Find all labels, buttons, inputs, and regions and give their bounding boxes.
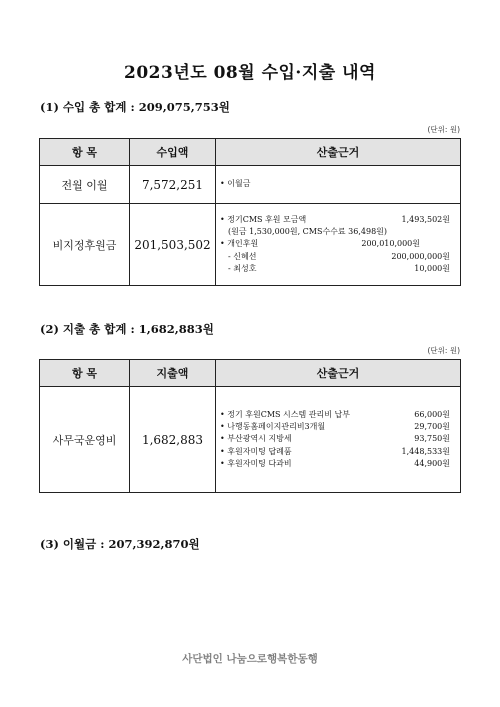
header-basis: 산출근거	[216, 360, 461, 387]
basis-line	[220, 226, 460, 238]
row-basis	[216, 166, 461, 204]
header-amount: 수입액	[130, 139, 216, 166]
basis-value: 1,493,502원	[401, 214, 450, 224]
basis-label: • 부산광역시 지방세	[220, 434, 292, 444]
basis-value: 1,448,533원	[401, 446, 450, 456]
basis-line	[220, 421, 460, 433]
organization-name: 사단법인 나눔으로행복한동행	[182, 653, 318, 665]
basis-value: 44,900원	[414, 458, 450, 468]
basis-label: • 개인후원	[220, 239, 259, 249]
income-total-heading: (1) 수입 총 합계 : 209,075,753원	[40, 100, 230, 114]
carryover-heading: (3) 이월금 : 207,392,870원	[40, 537, 200, 551]
basis-line	[220, 214, 460, 226]
basis-label: - 최성호	[228, 263, 257, 273]
basis-label: • 이월금	[220, 179, 251, 189]
expense-table	[39, 359, 461, 493]
income-unit-label: (단위: 원)	[427, 125, 460, 134]
basis-line	[220, 409, 460, 421]
income-table-header	[40, 139, 461, 166]
basis-value: 200,000,000원	[391, 251, 450, 261]
basis-label: • 정기CMS 후원 모금액	[220, 214, 307, 224]
table-row	[40, 387, 461, 493]
row-amount: 7,572,251	[130, 166, 216, 204]
basis-label: • 후원자미팅 답례품	[220, 446, 292, 456]
expense-unit-label: (단위: 원)	[427, 346, 460, 355]
expense-table-header	[40, 360, 461, 387]
document-title: 2023년도 08월 수입·지출 내역	[124, 63, 376, 83]
basis-value: 200,010,000원	[361, 239, 420, 249]
basis-label: • 정기 후원CMS 시스템 관리비 납부	[220, 409, 350, 419]
table-row	[40, 166, 461, 204]
basis-value: 10,000원	[414, 263, 450, 273]
basis-label: • 나행동홈페이지관리비3개월	[220, 422, 326, 432]
row-basis	[216, 204, 461, 286]
basis-label: - 신혜선	[228, 251, 257, 261]
basis-label: • 후원자미팅 다과비	[220, 458, 292, 468]
row-amount: 1,682,883	[130, 387, 216, 493]
row-category: 전월 이월	[40, 166, 130, 204]
table-row	[40, 204, 461, 286]
basis-value: 29,700원	[414, 422, 450, 432]
basis-line	[220, 251, 460, 263]
header-basis: 산출근거	[216, 139, 461, 166]
row-basis	[216, 387, 461, 493]
basis-value: 66,000원	[414, 409, 450, 419]
header-category: 항 목	[40, 139, 130, 166]
income-table	[39, 138, 461, 286]
header-category: 항 목	[40, 360, 130, 387]
basis-line	[220, 458, 460, 470]
basis-line	[220, 263, 460, 275]
basis-label: (원금 1,530,000원, CMS수수료 36,498원)	[228, 227, 388, 237]
basis-line	[220, 446, 460, 458]
expense-total-heading: (2) 지출 총 합계 : 1,682,883원	[40, 322, 214, 336]
header-amount: 지출액	[130, 360, 216, 387]
row-category: 비지정후원금	[40, 204, 130, 286]
basis-value: 93,750원	[414, 434, 450, 444]
basis-line	[220, 238, 460, 250]
row-amount: 201,503,502	[130, 204, 216, 286]
row-category: 사무국운영비	[40, 387, 130, 493]
basis-line	[220, 433, 460, 445]
basis-line	[220, 178, 460, 190]
